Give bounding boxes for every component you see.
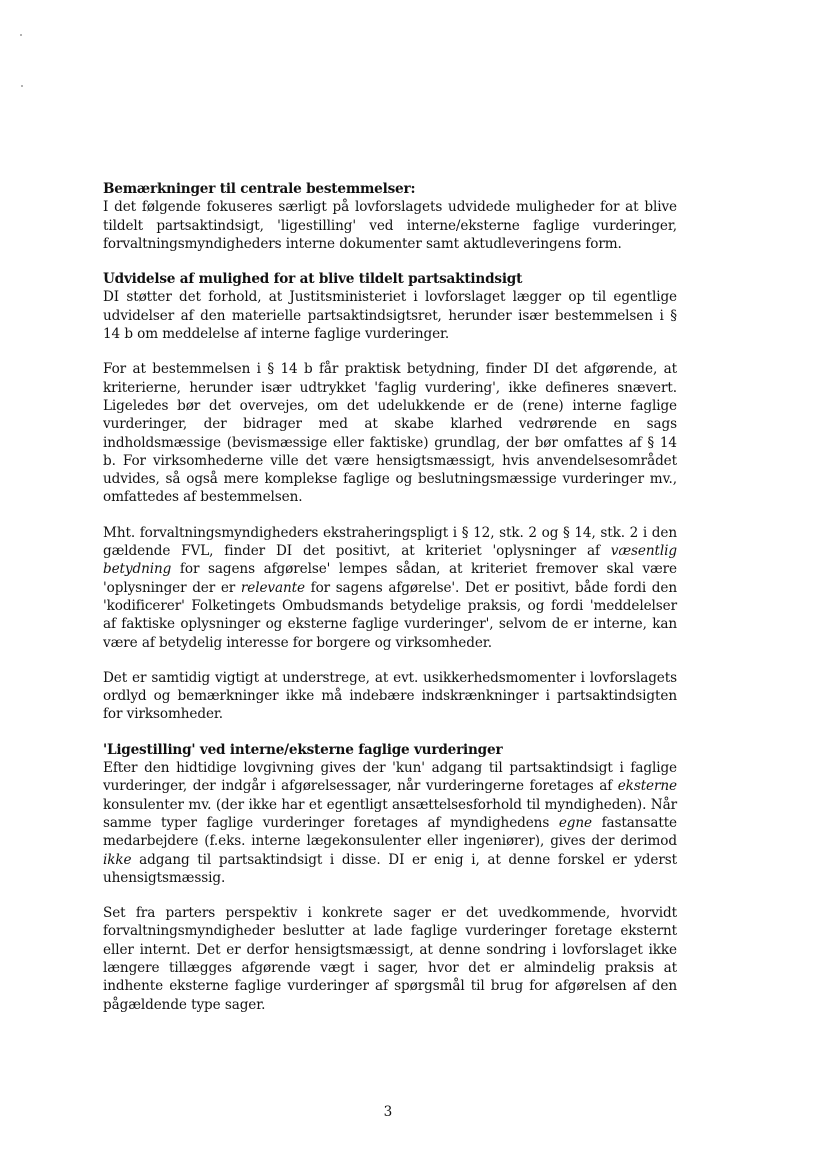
emphasis-text: eksterne — [617, 778, 677, 795]
text-run: adgang til partsaktindsigt i disse. DI er enig i, at denne forskel er yderst uhensigtsmæssig. — [103, 851, 677, 886]
page-number: 3 — [383, 1104, 393, 1120]
section-heading: Bemærkninger til centrale bestemmelser: — [103, 181, 416, 197]
text-run: fastansatte medarbejdere (f.eks. interne lægekonsulenter eller ingeniører), gives der derimod — [103, 814, 677, 850]
emphasis-text: væsentlig betydning — [103, 543, 677, 578]
section-equality — [103, 741, 677, 1014]
text-run: konsulenter mv. (der ikke har et egentligt ansættelsesforhold til myndigheden). Når samme typer faglige vurderinger foretages af myndighedens — [103, 796, 677, 831]
section-expansion — [103, 270, 677, 724]
text-run: for sagens afgørelse' lempes sådan, at kriteriet fremover skal være 'oplysninger der er — [103, 561, 677, 596]
section-remarks — [103, 180, 677, 253]
paragraph: Set fra parters perspektiv i konkrete sager er det uvedkommende, hvorvidt forvaltningsmyndigheder beslutter at lade faglige vurderinger foretage eksternt eller internt. Det er derfor hensigtsmæssigt, at denne sondring i lovforslaget ikke længere tillægges afgørende vægt i sager, hvor det er almindelig praksis at indhente eksterne faglige vurderinger af spørgsmål til brug for afgørelsen af den pågældende type sager. — [103, 905, 677, 1013]
emphasis-text: relevante — [240, 579, 305, 596]
paragraph: I det følgende fokuseres særligt på lovforslagets udvidede muligheder for at blive tildelt partsaktindsigt, 'ligestilling' ved interne/eksterne faglige vurderinger, forvaltningsmyndigheders interne dokumenter samt aktudleveringens form. — [103, 199, 677, 252]
paragraph — [103, 759, 677, 887]
section-heading: 'Ligestilling' ved interne/eksterne faglige vurderinger — [103, 741, 503, 758]
scan-speck — [21, 85, 23, 87]
document-body — [103, 180, 677, 1014]
emphasis-text: egne — [558, 814, 592, 831]
text-run: Efter den hidtidige lovgivning gives der 'kun' adgang til partsaktindsigt i faglige vurderinger, der indgår i afgørelsessager, når vurderingerne foretages af — [103, 760, 677, 795]
text-run: for sagens afgørelse'. Det er positivt, både fordi den 'kodificerer' Folketingets Ombudsmands betydelige praksis, og fordi 'meddelelser af faktiske oplysninger og eksterne faglige vurderinger', selvom de er interne, kan være af betydelig interesse for borgere og virksomheder. — [103, 579, 677, 651]
paragraph — [103, 524, 677, 652]
paragraph: For at bestemmelsen i § 14 b får praktisk betydning, finder DI det afgørende, at kriterierne, herunder især udtrykket 'faglig vurdering', ikke defineres snævert. Ligeledes bør det overvejes, om det udelukkende er de (rene) interne faglige vurderinger, der bidrager med at skabe klarhed vedrørende en sags indholdsmæssige (bevismæssige eller faktiske) grundlag, der bør omfattes af § 14 b. For virksomhederne ville det være hensigtsmæssigt, hvis anvendelsesområdet udvides, så også mere komplekse faglige og beslutningsmæssige vurderinger mv., omfattedes af bestemmelsen. — [103, 361, 677, 506]
scan-speck — [20, 34, 22, 36]
paragraph: DI støtter det forhold, at Justitsministeriet i lovforslaget lægger op til egentlige udvidelser af den materielle partsaktindsigtsret, herunder især bestemmelsen i § 14 b om meddelelse af interne faglige vurderinger. — [103, 289, 677, 343]
text-run: Mht. forvaltningsmyndigheders ekstraheringspligt i § 12, stk. 2 og § 14, stk. 2 i den gældende FVL, finder DI det positivt, at kriteriet 'oplysninger af — [103, 524, 677, 560]
emphasis-text: ikke — [103, 851, 132, 868]
paragraph: Det er samtidig vigtigt at understrege, at evt. usikkerhedsmomenter i lovforslagets ordlyd og bemærkninger ikke må indebære indskrænkninger i partsaktindsigten for virksomheder. — [103, 669, 677, 723]
section-heading: Udvidelse af mulighed for at blive tildelt partsaktindsigt — [103, 271, 523, 288]
